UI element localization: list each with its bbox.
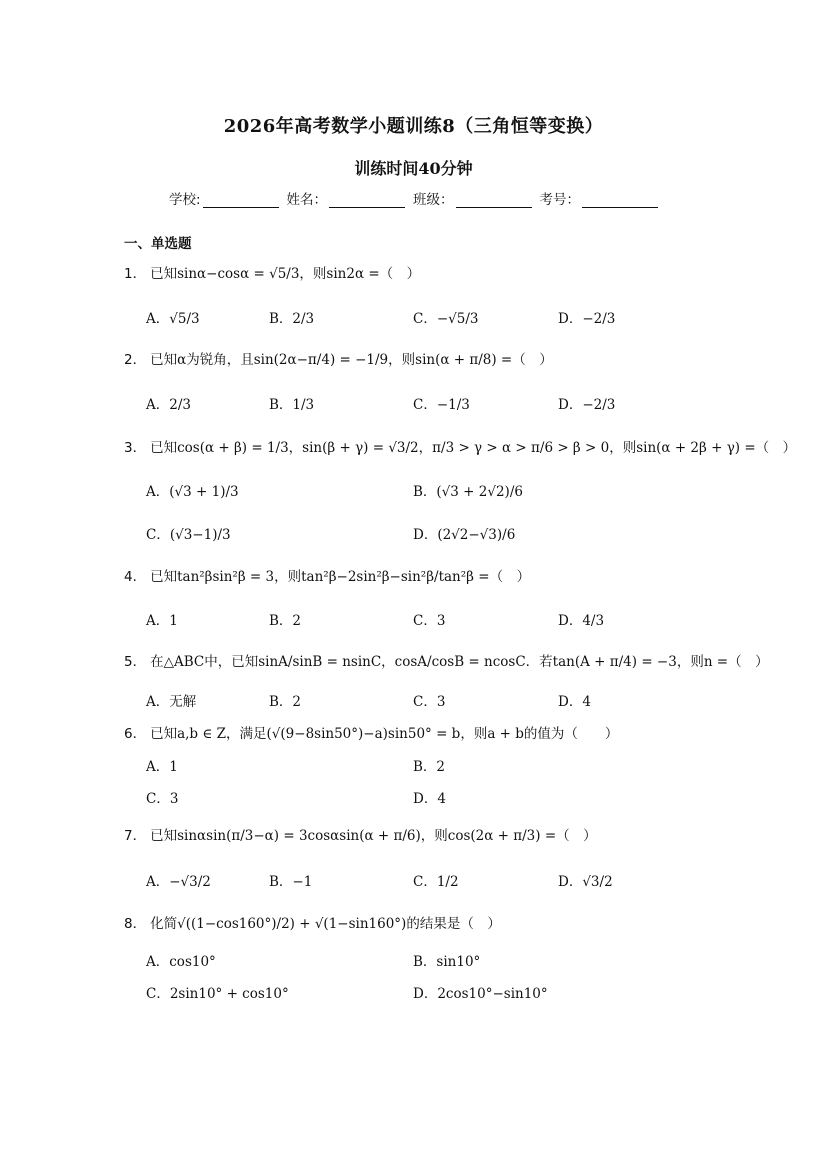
class-field xyxy=(413,188,532,208)
school-label: 学校: xyxy=(168,192,201,208)
option-d: D．4/3 xyxy=(558,613,605,629)
page-subtitle: 训练时间40分钟 xyxy=(354,159,473,178)
name-field xyxy=(287,188,406,208)
question-1 xyxy=(124,264,420,284)
question-number: 8． xyxy=(124,916,147,932)
option-c: C．2sin10° + cos10° xyxy=(146,986,289,1002)
question-number: 6． xyxy=(124,726,147,742)
option-a: A．2/3 xyxy=(146,397,191,413)
option-d: D．−2/3 xyxy=(558,311,616,327)
option-d: D．(2√2−√3)/6 xyxy=(413,527,516,543)
option-d: D．√3/2 xyxy=(558,874,613,890)
question-number: 2． xyxy=(124,352,147,368)
question-stem: 已知cos(α + β) = 1/3，sin(β + γ) = √3/2，π/3 > γ > α > π/6 > β > 0，则sin(α + 2β + γ) =（ ） xyxy=(150,440,797,456)
question-stem: 已知sinα−cosα = √5/3，则sin2α =（ ） xyxy=(150,266,421,282)
option-b: B．2 xyxy=(269,694,302,710)
option-b: B．1/3 xyxy=(269,397,315,413)
exam-number-blank xyxy=(582,193,658,208)
class-blank xyxy=(456,193,532,208)
question-3 xyxy=(124,438,796,458)
option-d: D．4 xyxy=(558,694,591,710)
question-2 xyxy=(124,350,553,370)
option-a: A．(√3 + 1)/3 xyxy=(146,484,239,500)
option-c: C．3 xyxy=(146,791,179,807)
option-c: C．1/2 xyxy=(413,874,459,890)
option-c: C．3 xyxy=(413,613,446,629)
option-b: B．−1 xyxy=(269,874,313,890)
name-blank xyxy=(329,193,405,208)
option-a: A．1 xyxy=(146,613,178,629)
name-label: 姓名： xyxy=(286,192,328,208)
option-d: D．2cos10°−sin10° xyxy=(413,986,548,1002)
question-number: 3． xyxy=(124,440,147,456)
question-stem: 已知a,b ∈ Z，满足(√(9−8sin50°)−a)sin50° = b，则a + b的值为（ ） xyxy=(150,726,619,742)
option-b: B．(√3 + 2√2)/6 xyxy=(413,484,523,500)
option-a: A．−√3/2 xyxy=(146,874,211,890)
option-c: C．−√5/3 xyxy=(413,311,479,327)
question-number: 1． xyxy=(124,266,147,282)
option-c: C．(√3−1)/3 xyxy=(146,527,231,543)
section-title: 一、单选题 xyxy=(124,236,192,252)
question-7 xyxy=(124,826,597,846)
school-blank xyxy=(203,193,279,208)
exam-number-field xyxy=(540,188,659,208)
page-title: 2026年高考数学小题训练8（三角恒等变换） xyxy=(223,116,604,137)
option-d: D．−2/3 xyxy=(558,397,616,413)
option-a: A．cos10° xyxy=(146,954,216,970)
option-b: B．2 xyxy=(269,613,302,629)
question-number: 4． xyxy=(124,569,147,585)
question-4 xyxy=(124,567,530,587)
question-stem: 在△ABC中，已知sinA/sinB = nsinC，cosA/cosB = ncosC．若tan(A + π/4) = −3，则n =（ ） xyxy=(150,654,769,670)
option-a: A．无解 xyxy=(146,694,197,710)
option-a: A．1 xyxy=(146,759,178,775)
question-5 xyxy=(124,652,769,672)
student-info-row xyxy=(0,188,827,208)
option-b: B．2 xyxy=(413,759,446,775)
option-b: B．2/3 xyxy=(269,311,315,327)
question-stem: 化简√((1−cos160°)/2) + √(1−sin160°)的结果是（ ） xyxy=(150,916,501,932)
question-8 xyxy=(124,914,501,934)
class-label: 班级： xyxy=(413,192,454,208)
question-stem: 已知α为锐角，且sin(2α−π/4) = −1/9，则sin(α + π/8) =（ ） xyxy=(150,352,553,368)
question-number: 7． xyxy=(124,828,147,844)
option-c: C．3 xyxy=(413,694,446,710)
option-d: D．4 xyxy=(413,791,446,807)
question-stem: 已知tan²βsin²β = 3，则tan²β−2sin²β−sin²β/tan²β =（ ） xyxy=(150,569,531,585)
option-c: C．−1/3 xyxy=(413,397,470,413)
question-number: 5． xyxy=(124,654,147,670)
option-a: A．√5/3 xyxy=(146,311,200,327)
school-field xyxy=(169,188,279,208)
question-stem: 已知sinαsin(π/3−α) = 3cosαsin(α + π/6)，则cos(2α + π/3) =（ ） xyxy=(150,828,597,844)
option-b: B．sin10° xyxy=(413,954,481,970)
question-6 xyxy=(124,724,618,744)
exam-number-label: 考号： xyxy=(539,192,581,208)
